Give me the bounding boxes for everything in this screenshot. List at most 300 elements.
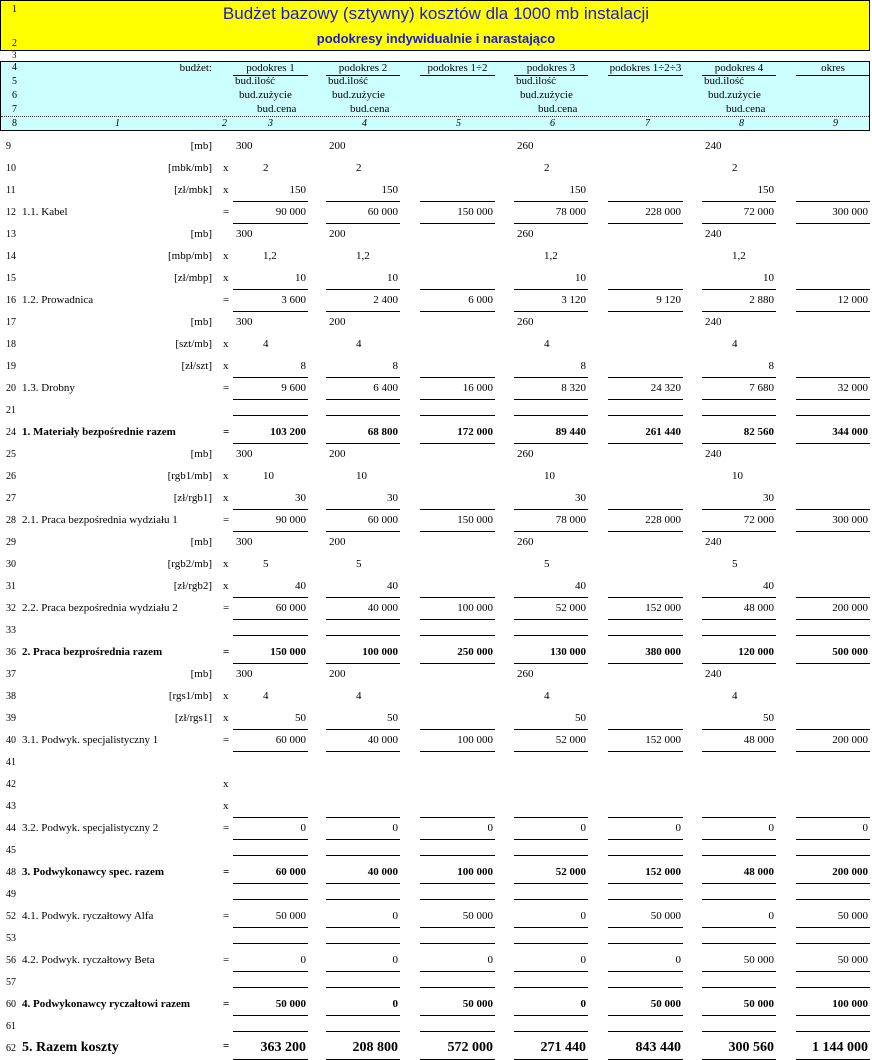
usage-cell: 4 [732,690,738,702]
value-cell: 16 000 [462,382,493,394]
row-number: 32 [6,603,16,614]
price-cell: 30 [575,492,586,504]
row-label: 2.1. Praca bezpośrednia wydziału 1 [22,514,178,526]
usage-cell: 5 [263,558,269,570]
usage-cell: 4 [263,690,269,702]
table-row [0,180,872,202]
value-cell: 843 440 [635,1040,681,1055]
value-cell: 6 400 [373,382,398,394]
unit-label: [rgb1/mb] [167,470,212,482]
table-row [0,356,872,378]
cell-underline [326,899,400,900]
value-cell: 271 440 [540,1040,586,1055]
row-number: 5 [12,76,17,87]
table-row [0,1016,872,1038]
value-cell: 120 000 [738,646,774,658]
row-number: 28 [6,515,16,526]
column-number: 8 [739,118,744,129]
value-cell: 3 120 [561,294,586,306]
row-number: 31 [6,581,16,592]
cell-underline [514,987,588,988]
value-cell: 40 000 [367,602,398,614]
cell-underline [233,899,308,900]
usage-cell: 10 [356,470,367,482]
value-cell: 344 000 [832,426,868,438]
table-row [0,422,872,444]
operator-symbol: x [223,184,229,196]
column-number: 7 [645,118,650,129]
operator-symbol: = [223,734,230,746]
table-row [0,334,872,356]
value-cell: 200 000 [832,734,868,746]
sheet-title-banner [0,0,870,51]
row-number: 41 [6,757,16,768]
row-number: 25 [6,449,16,460]
quantity-cell: 260 [517,448,534,460]
value-cell: 2 400 [373,294,398,306]
table-row [0,752,872,774]
unit-label: [zł/szt] [181,360,212,372]
operator-symbol: = [223,602,230,614]
value-cell: 60 000 [367,206,398,218]
operator-symbol: x [223,470,229,482]
value-cell: 6 000 [468,294,493,306]
value-cell: 363 200 [260,1040,306,1055]
operator-symbol: = [223,1040,230,1052]
usage-cell: 1,2 [263,250,277,262]
quantity-cell: 200 [329,448,346,460]
value-cell: 150 000 [457,514,493,526]
usage-cell: 4 [544,690,550,702]
table-row [0,400,872,422]
row-label: 4.1. Podwyk. ryczałtowy Alfa [22,910,154,922]
column-header: podokres 4 [702,62,776,76]
value-cell: 52 000 [555,602,586,614]
row-label: 4. Podwykonawcy ryczałtowi razem [22,998,191,1010]
value-cell: 50 000 [837,954,868,966]
cell-underline [608,899,683,900]
row-number: 52 [6,911,16,922]
operator-symbol: x [223,162,229,174]
unit-label: [mbp/mb] [168,250,212,262]
cell-underline [608,987,683,988]
row-number: 17 [6,317,16,328]
value-cell: 2 880 [749,294,774,306]
value-cell: 50 000 [275,998,306,1010]
row-number: 45 [6,845,16,856]
value-cell: 0 [300,822,306,834]
operator-symbol: = [223,426,230,438]
price-cell: 150 [569,184,586,196]
value-cell: 52 000 [555,734,586,746]
row-number: 1 [12,4,17,15]
table-row [0,246,872,268]
row-number: 33 [6,625,16,636]
value-cell: 0 [580,954,586,966]
budget-label: budżet: [179,62,212,74]
row-number: 27 [6,493,16,504]
value-cell: 50 000 [275,910,306,922]
usage-cell: 1,2 [356,250,370,262]
usage-cell: 10 [544,470,555,482]
cell-underline [702,899,776,900]
cell-underline [233,1031,308,1032]
quantity-cell: 240 [705,668,722,680]
table-row [0,202,872,224]
value-cell: 0 [862,822,868,834]
value-cell: 100 000 [362,646,398,658]
subheader-price: bud.cena [350,103,390,115]
usage-cell: 2 [732,162,738,174]
cell-underline [796,855,870,856]
operator-symbol: x [223,360,229,372]
column-number: 9 [833,118,838,129]
row-label: 3. Podwykonawcy spec. razem [22,866,165,878]
cell-underline [796,1031,870,1032]
quantity-cell: 300 [236,228,253,240]
operator-symbol: = [223,910,230,922]
price-cell: 40 [763,580,774,592]
value-cell: 12 000 [837,294,868,306]
value-cell: 72 000 [743,514,774,526]
value-cell: 300 000 [832,206,868,218]
table-row [0,224,872,246]
quantity-cell: 260 [517,140,534,152]
cell-underline [326,855,400,856]
column-number: 4 [362,118,367,129]
table-row [0,664,872,686]
usage-cell: 4 [356,338,362,350]
price-cell: 8 [392,360,398,372]
value-cell: 90 000 [275,514,306,526]
operator-symbol: = [223,998,230,1010]
usage-cell: 1,2 [732,250,746,262]
column-header: podokres 1÷2 [420,62,495,76]
row-label: 5. Razem koszty [22,1040,119,1055]
row-label: 4.2. Podwyk. ryczałtowy Beta [22,954,155,966]
row-number: 13 [6,229,16,240]
cell-underline [326,415,400,416]
row-number: 56 [6,955,16,966]
table-row [0,840,872,862]
value-cell: 7 680 [749,382,774,394]
value-cell: 9 120 [656,294,681,306]
quantity-cell: 240 [705,316,722,328]
operator-symbol: = [223,514,230,526]
cell-underline [326,943,400,944]
value-cell: 150 000 [457,206,493,218]
cell-underline [796,987,870,988]
cell-underline [233,415,308,416]
price-cell: 50 [763,712,774,724]
value-cell: 60 000 [367,514,398,526]
value-cell: 0 [768,822,774,834]
cell-underline [420,635,495,636]
value-cell: 0 [392,954,398,966]
usage-cell: 2 [544,162,550,174]
row-number: 2 [12,38,17,49]
cell-underline [796,943,870,944]
subheader-price: bud.cena [538,103,578,115]
table-row [0,708,872,730]
value-cell: 90 000 [275,206,306,218]
value-cell: 228 000 [645,206,681,218]
value-cell: 200 000 [832,866,868,878]
subheader-qty: bud.ilość [328,75,369,87]
value-cell: 40 000 [367,866,398,878]
operator-symbol: x [223,492,229,504]
cell-underline [796,899,870,900]
quantity-cell: 240 [705,448,722,460]
value-cell: 172 000 [457,426,493,438]
value-cell: 0 [768,910,774,922]
value-cell: 60 000 [275,602,306,614]
row-number: 57 [6,977,16,988]
quantity-cell: 200 [329,316,346,328]
cell-underline [514,1031,588,1032]
price-cell: 150 [757,184,774,196]
row-number: 14 [6,251,16,262]
column-header: okres [796,62,870,76]
value-cell: 82 560 [743,426,774,438]
table-row [0,730,872,752]
price-cell: 8 [768,360,774,372]
table-row [0,466,872,488]
cell-underline [420,987,495,988]
row-number: 44 [6,823,16,834]
subheader-qty: bud.ilość [516,75,557,87]
value-cell: 0 [580,998,586,1010]
price-cell: 40 [387,580,398,592]
column-number: 5 [456,118,461,129]
price-cell: 10 [387,272,398,284]
value-cell: 380 000 [645,646,681,658]
value-cell: 50 000 [650,910,681,922]
unit-label: [mb] [190,668,212,680]
usage-cell: 2 [356,162,362,174]
cell-underline [702,1031,776,1032]
unit-label: [zł/rgs1] [174,712,212,724]
row-number: 42 [6,779,16,790]
value-cell: 100 000 [457,734,493,746]
usage-cell: 1,2 [544,250,558,262]
value-cell: 50 000 [743,998,774,1010]
value-cell: 78 000 [555,206,586,218]
row-number: 8 [12,118,17,129]
value-cell: 103 200 [270,426,306,438]
value-cell: 3 600 [281,294,306,306]
price-cell: 30 [763,492,774,504]
price-cell: 50 [575,712,586,724]
quantity-cell: 260 [517,228,534,240]
cell-underline [608,635,683,636]
cell-underline [514,943,588,944]
row-number: 6 [12,90,17,101]
row-number: 4 [12,62,17,73]
operator-symbol: x [223,272,229,284]
table-row [0,1038,872,1060]
operator-symbol: x [223,712,229,724]
row-label: 1.2. Prowadnica [22,294,94,306]
table-row [0,642,872,664]
column-header: podokres 1÷2÷3 [609,62,682,74]
unit-label: [mb] [190,228,212,240]
unit-label: [mb] [190,140,212,152]
value-cell: 300 000 [832,514,868,526]
value-cell: 89 440 [555,426,586,438]
quantity-cell: 240 [705,536,722,548]
price-cell: 150 [289,184,306,196]
price-cell: 50 [295,712,306,724]
unit-label: [mb] [190,536,212,548]
cell-underline [420,899,495,900]
row-number: 24 [6,427,16,438]
value-cell: 0 [487,822,493,834]
value-cell: 50 000 [462,910,493,922]
value-cell: 152 000 [645,734,681,746]
row-number: 36 [6,647,16,658]
table-row [0,686,872,708]
usage-cell: 4 [263,338,269,350]
usage-cell: 4 [732,338,738,350]
quantity-cell: 260 [517,536,534,548]
table-row [0,774,872,796]
table-row [0,488,872,510]
table-row [0,620,872,642]
quantity-cell: 300 [236,448,253,460]
value-cell: 150 000 [270,646,306,658]
quantity-cell: 260 [517,316,534,328]
cell-underline [608,415,683,416]
row-number: 61 [6,1021,16,1032]
subheader-usage: bud.zużycie [332,89,385,101]
row-number: 53 [6,933,16,944]
row-label: 2.2. Praca bezpośrednia wydziału 2 [22,602,178,614]
cell-underline [796,415,870,416]
table-row [0,906,872,928]
unit-label: [rgs1/mb] [168,690,212,702]
cell-underline [702,415,776,416]
unit-label: [mbk/mb] [168,162,212,174]
value-cell: 48 000 [743,734,774,746]
cell-underline [326,635,400,636]
value-cell: 208 800 [352,1040,398,1055]
row-number: 26 [6,471,16,482]
price-cell: 30 [295,492,306,504]
column-number: 2 [222,118,227,129]
row-number: 37 [6,669,16,680]
subheader-price: bud.cena [257,103,297,115]
sheet-title: Budżet bazowy (sztywny) kosztów dla 1000 mb instalacji [222,4,650,23]
column-header: podokres 1 [233,62,308,76]
unit-label: [zł/rgb2] [173,580,212,592]
value-cell: 32 000 [837,382,868,394]
value-cell: 200 000 [832,602,868,614]
value-cell: 50 000 [837,910,868,922]
subheader-qty: bud.ilość [704,75,745,87]
value-cell: 500 000 [832,646,868,658]
table-row [0,290,872,312]
row-label: 2. Praca bezprośrednia razem [22,646,163,658]
value-cell: 78 000 [555,514,586,526]
cell-underline [420,415,495,416]
usage-cell: 4 [356,690,362,702]
value-cell: 130 000 [550,646,586,658]
price-cell: 10 [295,272,306,284]
table-row [0,598,872,620]
cell-underline [702,635,776,636]
cell-underline [514,899,588,900]
row-number: 18 [6,339,16,350]
cell-underline [514,855,588,856]
cell-underline [608,943,683,944]
column-header: podokres 3 [514,62,588,76]
quantity-cell: 300 [236,668,253,680]
cell-underline [420,1031,495,1032]
cell-underline [702,943,776,944]
table-row [0,312,872,334]
table-row [0,928,872,950]
quantity-cell: 200 [329,668,346,680]
table-row [0,136,872,158]
table-row [0,378,872,400]
row-label: 3.2. Podwyk. specjalistyczny 2 [22,822,159,834]
value-cell: 72 000 [743,206,774,218]
operator-symbol: = [223,954,230,966]
price-cell: 10 [575,272,586,284]
row-number: 60 [6,999,16,1010]
usage-cell: 2 [263,162,269,174]
cell-underline [420,943,495,944]
price-cell: 8 [300,360,306,372]
row-number: 38 [6,691,16,702]
value-cell: 152 000 [645,602,681,614]
value-cell: 52 000 [555,866,586,878]
cell-underline [420,855,495,856]
cell-underline [514,635,588,636]
value-cell: 0 [392,910,398,922]
quantity-cell: 240 [705,140,722,152]
value-cell: 0 [675,954,681,966]
row-label: 1.1. Kabel [22,206,68,218]
row-number: 21 [6,405,16,416]
value-cell: 261 440 [645,426,681,438]
quantity-cell: 200 [329,140,346,152]
column-number: 3 [268,118,273,129]
row-number: 49 [6,889,16,900]
table-row [0,510,872,532]
value-cell: 50 000 [743,954,774,966]
quantity-cell: 240 [705,228,722,240]
unit-label: [zł/mbk] [174,184,212,196]
row-number: 40 [6,735,16,746]
usage-cell: 4 [544,338,550,350]
quantity-cell: 300 [236,140,253,152]
operator-symbol: = [223,646,230,658]
operator-symbol: = [223,294,230,306]
value-cell: 48 000 [743,866,774,878]
price-cell: 50 [387,712,398,724]
row-number: 3 [12,50,17,60]
cell-underline [326,1031,400,1032]
operator-symbol: x [223,690,229,702]
table-row [0,862,872,884]
row-number: 7 [12,104,17,115]
table-row [0,444,872,466]
row-number: 10 [6,163,16,174]
operator-symbol: x [223,778,229,790]
operator-symbol: = [223,382,230,394]
